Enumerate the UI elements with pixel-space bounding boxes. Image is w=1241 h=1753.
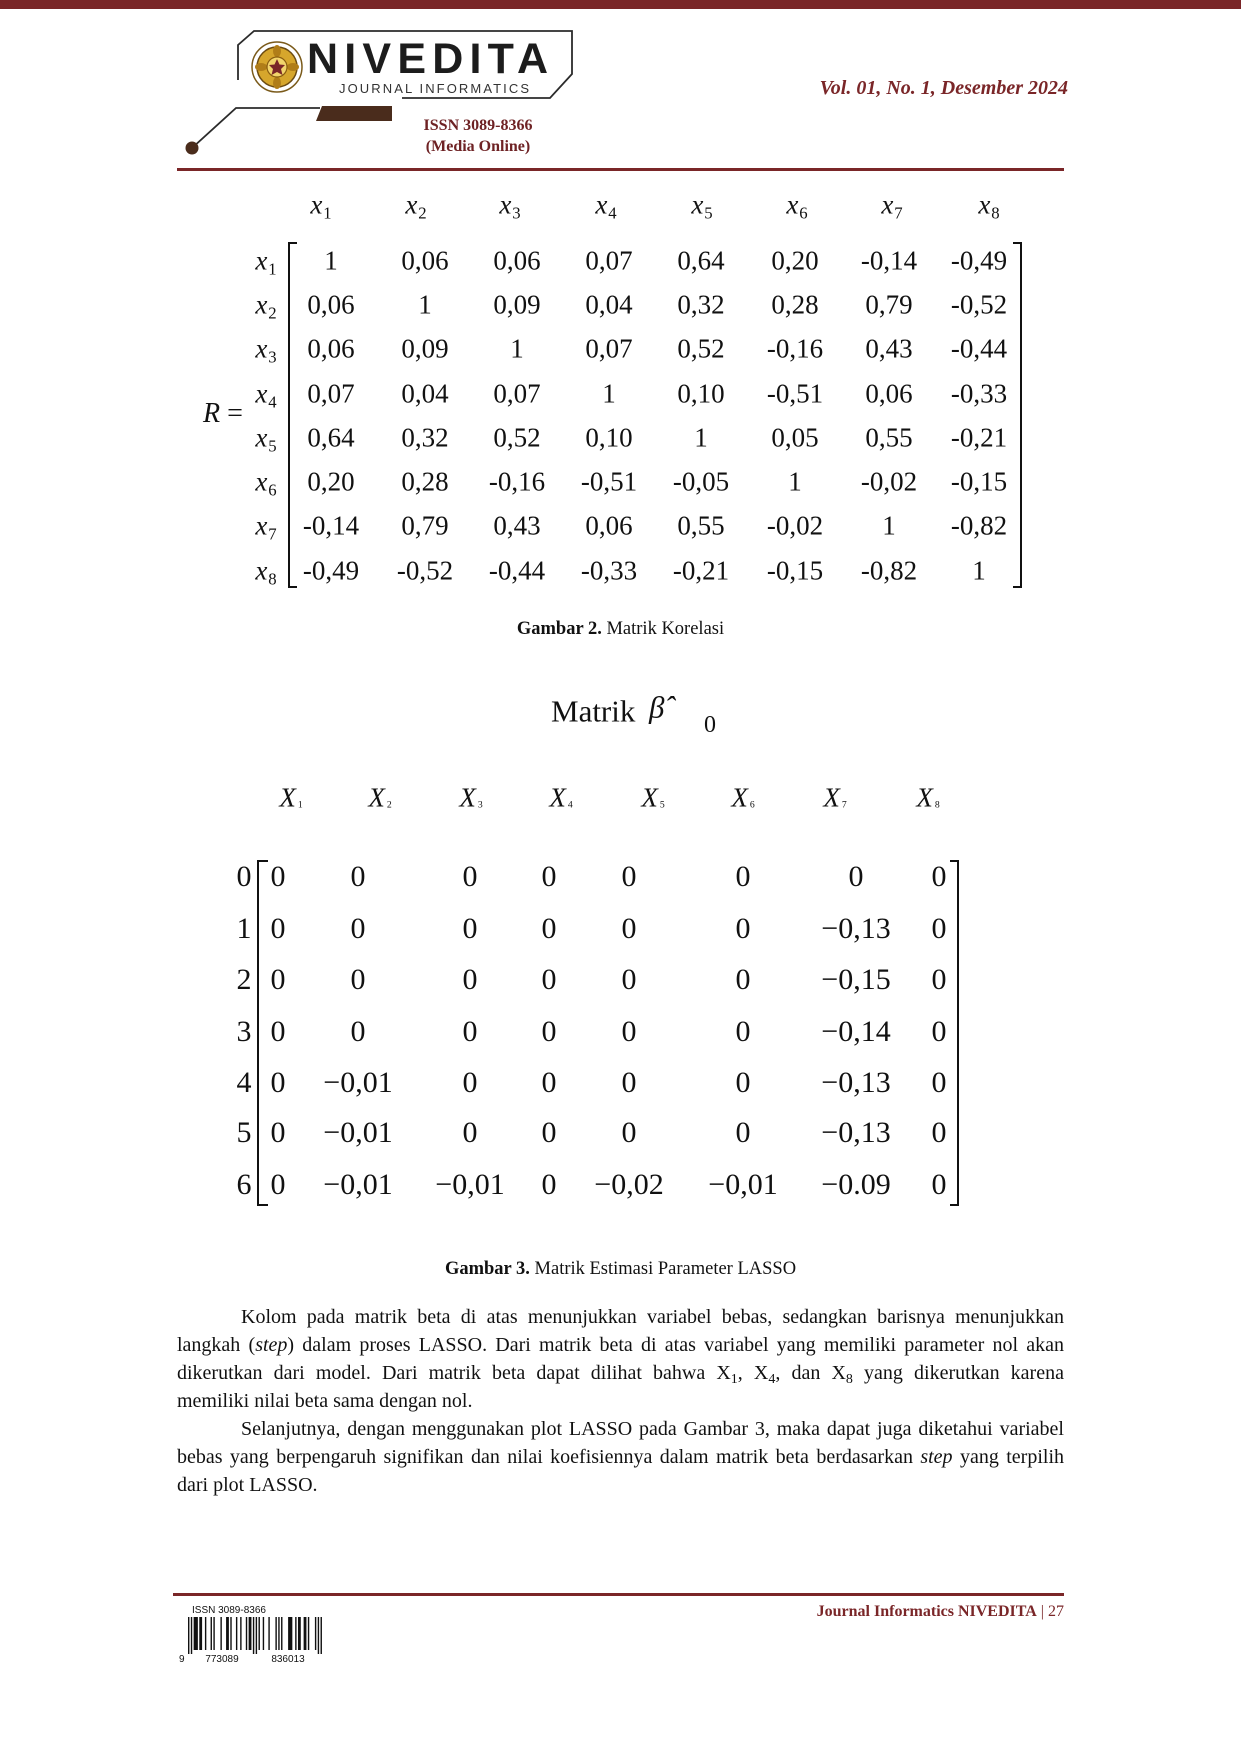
- barcode-bar: [308, 1617, 309, 1650]
- matrix-cell: -0,14: [860, 245, 918, 276]
- row-label-subscript: 6: [268, 480, 277, 500]
- matrix-cell: 0: [462, 912, 478, 945]
- matrix-cell: 0: [931, 1015, 947, 1048]
- matrix-cell: 0,06: [865, 378, 913, 409]
- matrix-cell: -0,49: [302, 555, 360, 586]
- barcode-bar: [205, 1617, 206, 1650]
- barcode-bar: [295, 1617, 296, 1650]
- row-label: 1: [236, 912, 252, 945]
- matrix-cell: 0: [270, 860, 286, 893]
- matrix-cell: 0: [621, 912, 637, 945]
- row-label-base: x: [255, 555, 268, 586]
- matrix-cell: -0,15: [766, 555, 824, 586]
- matrix-cell: 0: [931, 963, 947, 996]
- matrix-cell: 0,06: [401, 245, 449, 276]
- barcode-bar: [298, 1617, 301, 1650]
- barcode-bar: [194, 1617, 198, 1650]
- subscript: 8: [845, 1372, 853, 1388]
- matrix-cell: 0: [931, 912, 947, 945]
- column-label-subscript: 6: [799, 203, 808, 223]
- matrix-cell: 0: [462, 860, 478, 893]
- matrix-cell: 0,43: [865, 333, 913, 364]
- barcode-bar: [199, 1617, 202, 1650]
- matrix-cell: 0: [270, 1066, 286, 1099]
- text-run: memiliki nilai beta sama dengan nol.: [177, 1390, 473, 1412]
- row-label-base: x: [255, 510, 268, 541]
- matrix-cell: -0,51: [580, 466, 638, 497]
- row-label: 6: [236, 1168, 252, 1201]
- body-line: [177, 1359, 1064, 1387]
- matrix-cell: 0,55: [677, 510, 725, 541]
- column-label-base: X: [368, 782, 385, 813]
- matrix-cell: -0,49: [950, 245, 1008, 276]
- barcode-digits-left: 773089: [205, 1654, 239, 1665]
- column-label-subscript: 3: [512, 203, 521, 223]
- footer-rule: [173, 1593, 1064, 1596]
- barcode-bar: [253, 1617, 254, 1654]
- matrix-cell: 0,07: [585, 245, 633, 276]
- matrix-cell: 0: [270, 1168, 286, 1201]
- row-label-subscript: 8: [268, 569, 277, 589]
- matrix-cell: -0,82: [950, 510, 1008, 541]
- matrix-cell: −0,13: [821, 912, 891, 945]
- matrix-cell: 0: [541, 1168, 557, 1201]
- barcode: [175, 1602, 327, 1666]
- column-label-base: x: [691, 189, 704, 220]
- text-run: Kolom pada matrik beta di atas menunjukkan variabel bebas, sedangkan barisnya menunjukkan: [241, 1306, 1064, 1328]
- matrix-cell: −0,13: [821, 1066, 891, 1099]
- body-text: [177, 1303, 1064, 1499]
- matrix-cell: −0,14: [821, 1015, 891, 1048]
- matrix-cell: 0: [621, 1116, 637, 1149]
- matrix-cell: 1: [324, 245, 338, 276]
- column-label-subscript: 1: [297, 799, 303, 811]
- figure-3-title: Matrik: [551, 693, 636, 729]
- column-label-base: X: [279, 782, 296, 813]
- matrix-cell: 0,20: [771, 245, 819, 276]
- body-line: [177, 1415, 1064, 1443]
- barcode-digit-lead: 9: [179, 1654, 185, 1665]
- body-line: [177, 1387, 1064, 1415]
- matrix-cell: -0,82: [860, 555, 918, 586]
- body-line: [177, 1471, 1064, 1499]
- text-run: , dan X: [775, 1362, 846, 1384]
- matrix-cell: 0: [931, 1116, 947, 1149]
- beta-hat-symbol: β̂: [649, 689, 665, 725]
- matrix-cell: -0,44: [488, 555, 546, 586]
- matrix-cell: -0,21: [672, 555, 730, 586]
- caption-label: Gambar 3.: [444, 1259, 530, 1279]
- barcode-bar: [321, 1617, 322, 1654]
- matrix-cell: 0: [621, 1015, 637, 1048]
- text-run: dari plot LASSO.: [177, 1474, 318, 1496]
- matrix-cell: 0: [541, 963, 557, 996]
- column-label-base: X: [459, 782, 476, 813]
- subscript: 1: [730, 1372, 738, 1388]
- matrix-cell: 0,32: [677, 289, 725, 320]
- matrix-cell: -0,52: [396, 555, 454, 586]
- row-label: 5: [236, 1116, 252, 1149]
- matrix-cell: −0,01: [708, 1168, 778, 1201]
- matrix-cell: -0,14: [302, 510, 360, 541]
- barcode-bar: [188, 1617, 189, 1654]
- column-label: [916, 782, 940, 813]
- barcode-bar: [236, 1617, 237, 1650]
- text-run: Selanjutnya, dengan menggunakan plot LASSO pada Gambar 3, maka dapat juga diketahui variabel: [241, 1418, 1064, 1440]
- matrix-cell: −0.09: [821, 1168, 891, 1201]
- row-label-base: x: [255, 289, 268, 320]
- barcode-bar: [268, 1617, 269, 1650]
- matrix-cell: 0,55: [865, 422, 913, 453]
- barcode-issn: ISSN 3089-8366: [192, 1605, 266, 1616]
- matrix-cell: 0: [735, 1116, 751, 1149]
- matrix-cell: 0: [270, 963, 286, 996]
- matrix-cell: 0: [621, 963, 637, 996]
- column-label: [731, 782, 755, 813]
- column-label-base: x: [978, 189, 991, 220]
- column-label-subscript: 7: [894, 203, 903, 223]
- text-run: yang terpilih: [952, 1446, 1064, 1468]
- matrix-cell: 0: [735, 1015, 751, 1048]
- matrix-r-letter: R: [203, 398, 221, 429]
- matrix-cell: 0,28: [401, 466, 449, 497]
- column-label-base: x: [405, 189, 418, 220]
- logo-media: (Media Online): [425, 138, 531, 155]
- matrix-cell: 0: [735, 1066, 751, 1099]
- barcode-bar: [220, 1617, 221, 1650]
- row-label: 3: [236, 1015, 252, 1048]
- matrix-cell: 1: [602, 378, 616, 409]
- caption-text: Matrik Korelasi: [606, 619, 725, 639]
- matrix-cell: -0,05: [672, 466, 730, 497]
- row-label: 0: [236, 860, 252, 893]
- column-label-subscript: 8: [934, 799, 940, 811]
- matrix-cell: −0,01: [323, 1168, 393, 1201]
- row-label-subscript: 3: [268, 347, 277, 367]
- matrix-cell: 0,07: [493, 378, 541, 409]
- column-label-base: X: [549, 782, 566, 813]
- column-label-base: X: [916, 782, 933, 813]
- barcode-bar: [318, 1617, 319, 1654]
- matrix-cell: 0: [848, 860, 864, 893]
- matrix-cell: −0,02: [594, 1168, 664, 1201]
- matrix-cell: 0: [462, 1116, 478, 1149]
- column-label-subscript: 2: [418, 203, 427, 223]
- matrix-cell: 0: [270, 1116, 286, 1149]
- column-label-base: X: [823, 782, 840, 813]
- column-label-base: X: [731, 782, 748, 813]
- body-line: [177, 1303, 1064, 1331]
- matrix-cell: 0,06: [493, 245, 541, 276]
- barcode-bar: [240, 1617, 241, 1650]
- matrix-cell: 0,43: [493, 510, 541, 541]
- column-label-subscript: 5: [659, 799, 665, 811]
- matrix-cell: 1: [788, 466, 802, 497]
- right-bracket: [950, 860, 959, 1206]
- text-run: langkah (: [177, 1334, 256, 1356]
- matrix-cell: -0,02: [766, 510, 824, 541]
- volume-info: Vol. 01, No. 1, Desember 2024: [819, 77, 1068, 99]
- matrix-cell: 0: [350, 963, 366, 996]
- figure-3-title-index: 0: [704, 712, 716, 738]
- barcode-bar: [256, 1617, 257, 1654]
- matrix-cell: 0,06: [307, 289, 355, 320]
- subscript: 4: [768, 1372, 776, 1388]
- matrix-cell: 0: [541, 1015, 557, 1048]
- column-label: [823, 782, 847, 813]
- matrix-cell: 0,32: [401, 422, 449, 453]
- matrix-cell: 0,52: [493, 422, 541, 453]
- matrix-cell: 0: [462, 1066, 478, 1099]
- column-label-base: x: [499, 189, 512, 220]
- matrix-cell: 0,10: [585, 422, 633, 453]
- text-run: dikerutkan dari model. Dari matrik beta dapat dilihat bahwa X: [177, 1362, 731, 1384]
- footer-journal-name: Journal Informatics NIVEDITA: [816, 1603, 1037, 1620]
- column-label: [641, 782, 665, 813]
- barcode-bar: [304, 1617, 307, 1650]
- body-line: [177, 1331, 1064, 1359]
- figure-3-caption: [0, 1258, 1241, 1280]
- row-label-subscript: 4: [268, 392, 277, 412]
- matrix-cell: 1: [694, 422, 708, 453]
- matrix-cell: −0,01: [323, 1116, 393, 1149]
- row-label-base: x: [255, 466, 268, 497]
- matrix-cell: 0,64: [307, 422, 355, 453]
- matrix-cell: −0,13: [821, 1116, 891, 1149]
- barcode-bar: [249, 1617, 252, 1650]
- column-label-base: X: [641, 782, 658, 813]
- matrix-cell: 0: [931, 1168, 947, 1201]
- matrix-cell: 0,05: [771, 422, 819, 453]
- matrix-cell: 0,07: [307, 378, 355, 409]
- column-label-subscript: 6: [749, 799, 755, 811]
- matrix-cell: -0,44: [950, 333, 1008, 364]
- matrix-cell: 0: [621, 1066, 637, 1099]
- text-run: bebas yang berpengaruh signifikan dan nilai koefisiennya dalam matrik beta berdasarkan: [177, 1446, 921, 1468]
- matrix-cell: -0,51: [766, 378, 824, 409]
- matrix-cell: 0,79: [865, 289, 913, 320]
- matrix-cell: 0: [931, 860, 947, 893]
- matrix-cell: 0,10: [677, 378, 725, 409]
- matrix-cell: 0: [541, 1116, 557, 1149]
- logo-issn: ISSN 3089-8366: [423, 117, 533, 134]
- barcode-bar: [230, 1617, 231, 1650]
- caption-label: Gambar 2.: [516, 619, 602, 639]
- matrix-cell: 0: [270, 912, 286, 945]
- matrix-cell: 0,07: [585, 333, 633, 364]
- matrix-cell: 0,64: [677, 245, 725, 276]
- barcode-bar: [259, 1617, 260, 1650]
- row-label-base: x: [255, 245, 268, 276]
- matrix-cell: -0,33: [950, 378, 1008, 409]
- matrix-cell: 0,52: [677, 333, 725, 364]
- journal-subtitle: JOURNAL INFORMATICS: [339, 81, 529, 96]
- matrix-cell: 0,09: [493, 289, 541, 320]
- column-label-base: x: [595, 189, 608, 220]
- column-label-subscript: 1: [323, 203, 332, 223]
- barcode-bar: [275, 1617, 276, 1650]
- text-run: ) dalam proses LASSO. Dari matrik beta di atas variabel yang memiliki parameter nol akan: [287, 1334, 1064, 1356]
- matrix-cell: -0,52: [950, 289, 1008, 320]
- italic-term: step: [920, 1446, 953, 1468]
- matrix-cell: 0: [350, 1015, 366, 1048]
- row-label: 2: [236, 963, 252, 996]
- column-label: [459, 782, 483, 813]
- row-label-base: x: [255, 333, 268, 364]
- matrix-cell: 1: [510, 333, 524, 364]
- matrix-cell: 0: [541, 860, 557, 893]
- matrix-cell: −0,01: [435, 1168, 505, 1201]
- matrix-cell: 0,20: [307, 466, 355, 497]
- barcode-bar: [191, 1617, 192, 1654]
- column-label-subscript: 8: [991, 203, 1000, 223]
- matrix-cell: 0: [735, 860, 751, 893]
- matrix-cell: 0: [735, 963, 751, 996]
- row-label-subscript: 2: [268, 303, 277, 323]
- row-label-subscript: 7: [268, 524, 277, 544]
- matrix-cell: 0: [931, 1066, 947, 1099]
- matrix-cell: 0,04: [401, 378, 449, 409]
- body-line: [177, 1443, 1064, 1471]
- matrix-cell: 0: [462, 963, 478, 996]
- barcode-bar: [246, 1617, 247, 1650]
- matrix-cell: 1: [882, 510, 896, 541]
- row-label: 4: [236, 1066, 252, 1099]
- barcode-bar: [315, 1617, 316, 1650]
- text-run: , X: [737, 1362, 769, 1384]
- footer-separator: |: [1040, 1603, 1044, 1620]
- column-label-base: x: [310, 189, 323, 220]
- column-label: [368, 782, 392, 813]
- matrix-cell: 0,79: [401, 510, 449, 541]
- matrix-cell: 0,28: [771, 289, 819, 320]
- row-label-subscript: 1: [268, 259, 277, 279]
- column-label-base: x: [786, 189, 799, 220]
- barcode-bar: [281, 1617, 282, 1650]
- caption-text: Matrik Estimasi Parameter LASSO: [534, 1259, 797, 1279]
- matrix-cell: -0,15: [950, 466, 1008, 497]
- matrix-cell: 0: [621, 860, 637, 893]
- row-label-base: x: [255, 422, 268, 453]
- row-label-base: x: [255, 378, 268, 409]
- matrix-cell: 0,04: [585, 289, 633, 320]
- matrix-cell: -0,16: [488, 466, 546, 497]
- italic-term: step: [255, 1334, 288, 1356]
- matrix-cell: −0,01: [323, 1066, 393, 1099]
- column-label-subscript: 3: [477, 799, 483, 811]
- barcode-bar: [213, 1617, 214, 1650]
- barcode-bar: [278, 1617, 279, 1650]
- matrix-cell: -0,21: [950, 422, 1008, 453]
- matrix-cell: 0,06: [585, 510, 633, 541]
- column-label-base: x: [881, 189, 894, 220]
- barcode-bar: [288, 1617, 292, 1650]
- matrix-cell: 1: [418, 289, 432, 320]
- footer-journal-page: [817, 1603, 1064, 1621]
- text-run: yang dikerutkan karena: [852, 1362, 1064, 1384]
- matrix-cell: 0,06: [307, 333, 355, 364]
- barcode-digits-right: 836013: [271, 1654, 305, 1665]
- column-label: [279, 782, 303, 813]
- column-label-subscript: 5: [704, 203, 713, 223]
- column-label: [549, 782, 573, 813]
- matrix-cell: 0: [350, 912, 366, 945]
- matrix-cell: -0,02: [860, 466, 918, 497]
- matrix-cell: 0: [462, 1015, 478, 1048]
- barcode-bar: [226, 1617, 229, 1650]
- column-label-subscript: 2: [386, 799, 392, 811]
- left-bracket: [257, 860, 268, 1206]
- matrix-cell: 1: [972, 555, 986, 586]
- matrix-cell: 0: [541, 912, 557, 945]
- journal-name: NIVEDITA: [307, 35, 548, 83]
- matrix-cell: 0: [735, 912, 751, 945]
- row-label-subscript: 5: [268, 436, 277, 456]
- barcode-bar: [263, 1617, 264, 1650]
- matrix-cell: −0,15: [821, 963, 891, 996]
- column-label-subscript: 4: [608, 203, 617, 223]
- matrix-cell: 0: [270, 1015, 286, 1048]
- barcode-bar: [211, 1617, 212, 1650]
- matrix-cell: 0: [350, 860, 366, 893]
- barcode-bars: [188, 1617, 322, 1654]
- page-number: 27: [1048, 1603, 1064, 1620]
- equals-sign: =: [227, 398, 243, 429]
- matrix-cell: -0,33: [580, 555, 638, 586]
- column-label-subscript: 7: [841, 799, 847, 811]
- column-label-subscript: 4: [567, 799, 573, 811]
- matrix-cell: 0: [541, 1066, 557, 1099]
- matrix-cell: 0,09: [401, 333, 449, 364]
- matrix-cell: -0,16: [766, 333, 824, 364]
